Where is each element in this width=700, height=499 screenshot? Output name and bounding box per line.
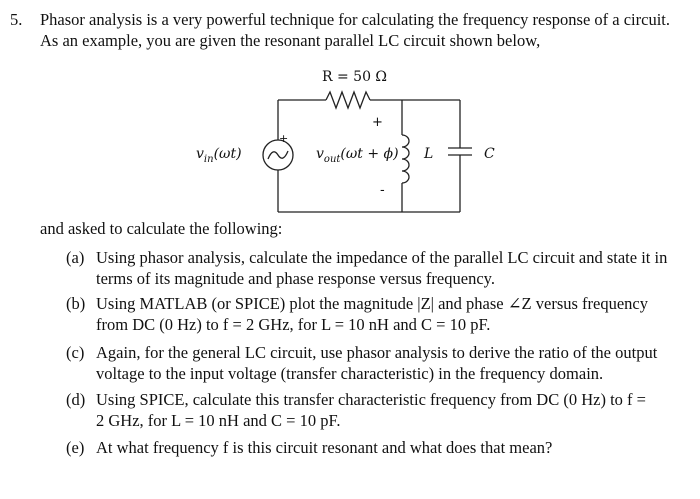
part-line: terms of its magnitude and phase response versus frequency. xyxy=(96,269,495,288)
part-d xyxy=(66,389,676,431)
part-e xyxy=(66,437,676,458)
capacitor-label: C xyxy=(484,146,495,162)
intro-line-1: Phasor analysis is a very powerful technique for calculating the frequency response of a circuit. xyxy=(40,10,670,29)
part-line: Again, for the general LC circuit, use phasor analysis to derive the ratio of the output xyxy=(96,343,658,362)
part-line: from DC (0 Hz) to f = 2 GHz, for L = 10 nH and C = 10 pF. xyxy=(96,315,491,334)
asked-text: and asked to calculate the following: xyxy=(40,219,283,238)
output-minus-sign: - xyxy=(380,183,385,198)
output-label-sub: out xyxy=(323,153,341,165)
output-label-v: v xyxy=(316,146,324,162)
output-label xyxy=(316,146,399,165)
part-b xyxy=(66,293,676,335)
source-label-arg: (ωt) xyxy=(213,146,242,162)
inductor-label: L xyxy=(424,146,434,162)
part-tag: (e) xyxy=(66,438,85,457)
intro-line-2: As an example, you are given the resonant parallel LC circuit shown below, xyxy=(40,31,541,50)
output-plus-sign: + xyxy=(372,115,383,130)
source-plus-sign: + xyxy=(279,132,289,145)
part-a xyxy=(66,247,676,289)
part-line: voltage to the input voltage (transfer characteristic) in the frequency domain. xyxy=(96,364,604,383)
part-tag: (b) xyxy=(66,294,86,313)
question-number: 5. xyxy=(10,10,23,29)
inductor-coil xyxy=(402,135,409,183)
part-line: Using phasor analysis, calculate the impedance of the parallel LC circuit and state it in xyxy=(96,248,668,267)
resistor-zigzag xyxy=(326,92,370,108)
part-line: 2 GHz, for L = 10 nH and C = 10 pF. xyxy=(96,411,341,430)
output-label-arg: (ωt + ϕ) xyxy=(340,146,399,162)
source-label xyxy=(196,146,242,165)
part-tag: (a) xyxy=(66,248,85,267)
source-label-v: v xyxy=(196,146,204,162)
part-line: At what frequency f is this circuit resonant and what does that mean? xyxy=(96,438,553,457)
part-line: Using SPICE, calculate this transfer characteristic frequency from DC (0 Hz) to f = xyxy=(96,390,646,409)
part-tag: (c) xyxy=(66,343,85,362)
part-c xyxy=(66,342,676,384)
part-tag: (d) xyxy=(66,390,86,409)
source-label-sub: in xyxy=(203,153,214,165)
part-line: Using MATLAB (or SPICE) plot the magnitude |Z| and phase ∠Z versus frequency xyxy=(96,294,649,313)
ac-source-wave xyxy=(268,151,288,159)
resistor-label: R = 50 Ω xyxy=(322,69,388,85)
